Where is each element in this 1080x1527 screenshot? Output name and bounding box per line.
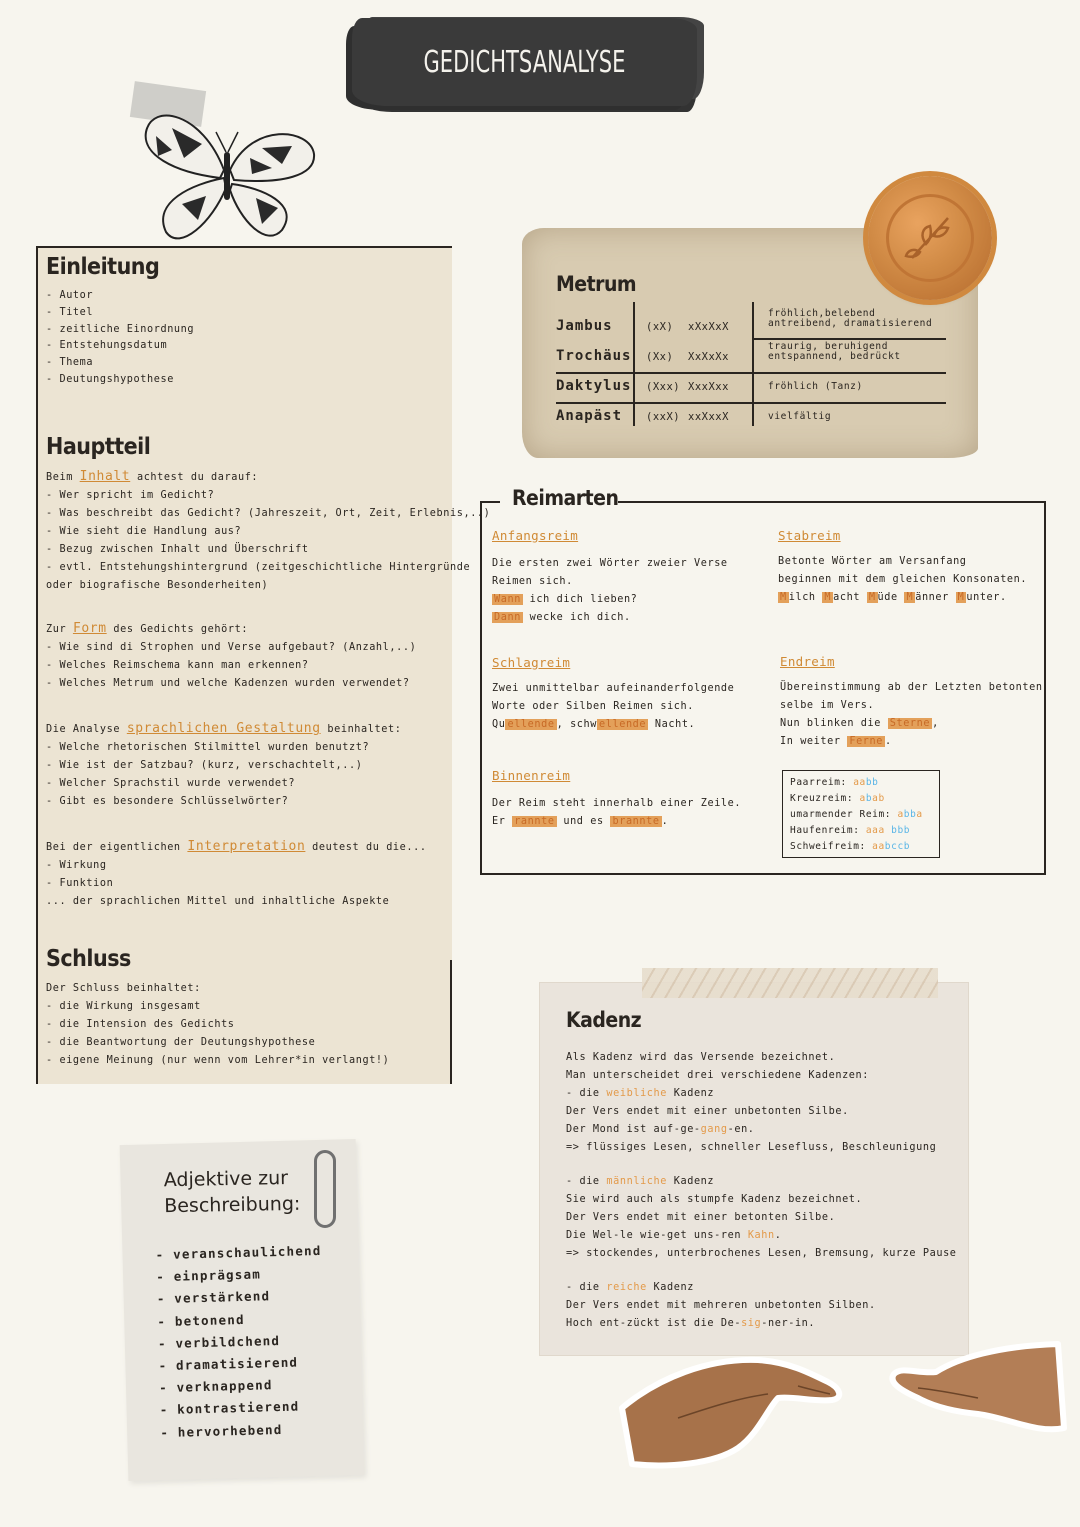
example-line <box>566 1121 957 1139</box>
paperclip-icon <box>314 1150 336 1228</box>
keyword-inhalt: Inhalt <box>79 469 131 484</box>
kadenz-content <box>566 1049 957 1333</box>
example-line <box>780 715 1043 733</box>
metrum-effect: vielfältig <box>768 411 832 422</box>
text: achtest du darauf: <box>130 472 259 483</box>
rhyme-b: b <box>865 793 873 804</box>
list-item: - verbildchend <box>157 1332 281 1351</box>
text-line: Der Reim steht innerhalb einer Zeile. <box>492 798 742 809</box>
list-item: - Was beschreibt das Gedicht? (Jahreszeit, Ort, Zeit, Erlebnis,..) <box>46 508 491 519</box>
rhyme-a: a <box>859 793 866 804</box>
list-item: ... der sprachlichen Mittel und inhaltliche Aspekte <box>46 896 390 907</box>
text: Hoch ent-zückt ist die De- <box>566 1318 742 1329</box>
list-item: - Entstehungsdatum <box>46 340 168 352</box>
text: , schw <box>556 719 598 730</box>
adjektive-list <box>155 1240 326 1444</box>
legend-item <box>790 775 923 791</box>
table-divider <box>556 372 946 374</box>
highlight: M <box>824 592 832 603</box>
rhyme-b: bbb <box>884 825 911 836</box>
highlight: M <box>957 592 965 603</box>
metrum-example: XxXxXx <box>688 351 729 363</box>
highlight: M <box>868 592 876 603</box>
metrum-effect: antreibend, dramatisierend <box>768 318 933 329</box>
text-line: selbe im Vers. <box>780 700 875 711</box>
text: Beim <box>46 472 80 483</box>
metrum-example: xXxXxX <box>688 321 729 333</box>
highlight: brannte <box>612 816 660 827</box>
list-item: oder biografische Besonderheiten) <box>46 580 269 591</box>
text: Kadenz <box>667 1176 715 1187</box>
highlight: rannte <box>514 816 555 827</box>
list-item: - die Intension des Gedichts <box>46 1019 235 1030</box>
table-divider <box>752 302 754 426</box>
text: , <box>932 718 939 729</box>
text-line: Als Kadenz wird das Versende bezeichnet. <box>566 1052 836 1063</box>
rhyme-a: aa <box>872 841 885 852</box>
list-item: - kontrastierend <box>159 1398 300 1418</box>
list-item: - Funktion <box>46 878 114 889</box>
binnenreim-title: Binnenreim <box>492 768 571 783</box>
text: Er <box>492 816 513 827</box>
list-item: - Wie sind di Strophen und Verse aufgebaut? (Anzahl,..) <box>46 642 417 653</box>
text: -ner-in. <box>761 1318 816 1329</box>
heading-line: Beschreibung: <box>164 1192 301 1218</box>
metrum-pattern: (xX) <box>646 321 674 333</box>
rhyme-a: aa <box>853 777 866 788</box>
example-line <box>492 716 734 734</box>
metrum-example: XxxXxx <box>688 381 729 393</box>
rhyme-b: bb <box>865 777 879 788</box>
kadenz-type <box>566 1279 957 1297</box>
keyword-interpretation: Interpretation <box>187 839 306 854</box>
metrum-pattern: (Xxx) <box>646 381 681 393</box>
metrum-name: Jambus <box>556 318 613 334</box>
text-line: => flüssiges Lesen, schneller Lesefluss, Beschleunigung <box>566 1142 937 1153</box>
keyword: Kahn <box>747 1230 775 1241</box>
list-item: - veranschaulichend <box>155 1242 322 1263</box>
list-item: - Wie sieht die Handlung aus? <box>46 526 242 537</box>
interp-intro <box>46 838 427 857</box>
text: - die <box>566 1282 607 1293</box>
text-line: Zwei unmittelbar aufeinanderfolgende <box>492 683 735 694</box>
table-divider <box>556 402 946 404</box>
list-item: - einprägsam <box>156 1266 262 1285</box>
heading-line: Adjektive zur <box>163 1167 289 1192</box>
text-line: beginnen mit dem gleichen Konsonaten. <box>778 574 1028 585</box>
schlagreim-title: Schlagreim <box>492 655 571 670</box>
einleitung-heading: Einleitung <box>46 254 160 280</box>
table-divider <box>633 302 635 426</box>
text: Kadenz <box>646 1282 694 1293</box>
schluss-intro: Der Schluss beinhaltet: <box>46 983 201 994</box>
list-item: - betonend <box>157 1311 245 1329</box>
text: Nacht. <box>648 719 696 730</box>
text: . <box>661 816 669 827</box>
kadenz-type <box>566 1173 957 1191</box>
list-item: - Wirkung <box>46 860 107 871</box>
text: wecke ich dich. <box>522 612 631 623</box>
title-banner <box>352 18 697 106</box>
list-item: - Gibt es besondere Schlüsselwörter? <box>46 796 289 807</box>
text: Kadenz <box>667 1088 715 1099</box>
list-item: - verstärkend <box>156 1288 271 1307</box>
hauptteil-heading: Hauptteil <box>46 434 151 460</box>
list-item: - evtl. Entstehungshintergrund (zeitgeschichtliche Hintergründe <box>46 562 471 573</box>
metrum-effect: traurig, beruhigend <box>768 341 889 352</box>
metrum-effect: fröhlich (Tanz) <box>768 381 863 392</box>
text: und es <box>556 816 611 827</box>
text: üde <box>877 592 905 603</box>
list-item: - Autor <box>46 290 94 301</box>
keyword: sig <box>741 1318 762 1329</box>
text: beinhaltet: <box>320 724 402 735</box>
list-item: - Wer spricht im Gedicht? <box>46 490 215 501</box>
text: Paarreim: <box>790 777 854 788</box>
metrum-name: Daktylus <box>556 378 632 394</box>
list-item: - Thema <box>46 357 94 369</box>
hauptteil-interpretation <box>46 838 427 911</box>
metrum-pattern: (Xx) <box>646 351 674 363</box>
binnenreim-block <box>492 768 741 831</box>
list-item: - Wie ist der Satzbau? (kurz, verschachtelt,..) <box>46 760 363 771</box>
analyse-intro <box>46 720 401 739</box>
highlight: ellende <box>599 719 647 730</box>
list-item: - Welches Metrum und welche Kadenzen wurden verwendet? <box>46 678 410 689</box>
schluss-list <box>46 980 389 1070</box>
rhyme-c: ccb <box>891 841 911 852</box>
list-item: - verknappend <box>158 1377 273 1396</box>
text: Qu <box>492 719 506 730</box>
list-item: - eigene Meinung (nur wenn vom Lehrer*in verlangt!) <box>46 1055 390 1066</box>
legend-item <box>790 839 923 855</box>
highlight: Ferne <box>849 736 884 747</box>
text: des Gedichts gehört: <box>106 624 249 635</box>
anfangsreim-block <box>492 528 728 627</box>
text-line: Reimen sich. <box>492 576 573 587</box>
text: In weiter <box>780 736 848 747</box>
text-line: Der Vers endet mit einer unbetonten Silbe. <box>566 1106 849 1117</box>
table-divider <box>752 338 946 340</box>
butterfly-icon <box>132 92 322 252</box>
flower-emblem-icon <box>900 208 960 268</box>
reimschema-list <box>790 775 923 855</box>
text: umarmender Reim: <box>790 809 898 820</box>
list-item: - Welche rhetorischen Stilmittel wurden benutzt? <box>46 742 370 753</box>
metrum-effect: fröhlich,belebend <box>768 308 876 319</box>
highlight: M <box>906 592 914 603</box>
panel-rule <box>450 960 452 1084</box>
keyword: reiche <box>606 1282 647 1293</box>
list-item: - Welcher Sprachstil wurde verwendet? <box>46 778 296 789</box>
text: Der Mond ist auf-ge- <box>566 1124 701 1135</box>
list-item: - Bezug zwischen Inhalt und Überschrift <box>46 544 309 555</box>
metrum-effect: entspannend, bedrückt <box>768 351 901 362</box>
rhyme-a: aaa <box>865 825 885 836</box>
tape-strip <box>642 968 938 998</box>
text-line: => stockendes, unterbrochenes Lesen, Bremsung, kurze Pause <box>566 1248 957 1259</box>
example-line <box>492 591 728 609</box>
text: Die Wel-le wie-get uns-ren <box>566 1230 748 1241</box>
list-item: - die Wirkung insgesamt <box>46 1001 201 1012</box>
stabreim-title: Stabreim <box>778 528 841 543</box>
example-line <box>492 813 741 831</box>
text: - die <box>566 1088 607 1099</box>
text: unter. <box>966 592 1007 603</box>
metrum-name: Anapäst <box>556 408 623 424</box>
text-line: Betonte Wörter am Versanfang <box>778 556 967 567</box>
highlight: M <box>780 592 787 603</box>
text: Zur <box>46 624 73 635</box>
highlight: Wann <box>494 594 521 605</box>
rhyme-c: ab <box>872 793 885 804</box>
example-line <box>780 733 1043 751</box>
highlight: Sterne <box>889 718 931 729</box>
kadenz-heading: Kadenz <box>566 1008 642 1032</box>
rhyme-b: b <box>884 841 892 852</box>
text: Haufenreim: <box>790 825 866 836</box>
rhyme-b: bb <box>903 809 917 820</box>
example-line <box>566 1315 957 1333</box>
text-line: Sie wird auch als stumpfe Kadenz bezeichnet. <box>566 1194 863 1205</box>
text: ich dich lieben? <box>522 594 638 605</box>
text-line: Worte oder Silben Reimen sich. <box>492 701 695 712</box>
list-item: - hervorhebend <box>160 1421 283 1440</box>
legend-item <box>790 823 923 839</box>
text: deutest du die... <box>305 842 427 853</box>
text: Nun blinken die <box>780 718 888 729</box>
text-line: Der Vers endet mit mehreren unbetonten Silben. <box>566 1300 876 1311</box>
rhyme-c: a <box>916 809 923 820</box>
hands-illustration-icon <box>618 1338 1068 1478</box>
adjektive-heading <box>164 1165 301 1219</box>
list-item: - Titel <box>46 306 94 318</box>
text-line: Übereinstimmung ab der Letzten betonten <box>780 682 1043 693</box>
stabreim-block <box>778 528 1027 607</box>
text: . <box>774 1230 782 1241</box>
example-line <box>566 1227 957 1245</box>
text: - die <box>566 1176 607 1187</box>
metrum-pattern: (xxX) <box>646 411 681 423</box>
text: acht <box>833 592 867 603</box>
page-title: GEDICHTSANALYSE <box>423 44 626 80</box>
einleitung-list <box>46 288 194 389</box>
text: ilch <box>788 592 823 603</box>
metrum-example: xxXxxX <box>688 411 729 423</box>
hauptteil-form <box>46 620 416 693</box>
inhalt-intro <box>46 468 490 487</box>
keyword: weibliche <box>606 1088 668 1099</box>
list-item: - zeitliche Einordnung <box>46 323 195 335</box>
keyword: männliche <box>606 1176 668 1187</box>
list-item: - Welches Reimschema kann man erkennen? <box>46 660 309 671</box>
anfangsreim-title: Anfangsreim <box>492 528 579 543</box>
list-item: - Deutungshypothese <box>46 373 174 385</box>
text: . <box>885 736 892 747</box>
reimarten-heading: Reimarten <box>512 486 619 510</box>
text: Schweifreim: <box>790 841 873 852</box>
hauptteil-analyse <box>46 720 401 811</box>
highlight: Dann <box>494 612 521 623</box>
endreim-block <box>780 654 1043 751</box>
endreim-title: Endreim <box>780 654 835 669</box>
text-line: Die ersten zwei Wörter zweier Verse <box>492 558 728 569</box>
rhyme-a: a <box>897 809 904 820</box>
text-line: Der Vers endet mit einer betonten Silbe. <box>566 1212 836 1223</box>
legend-item <box>790 791 923 807</box>
text: Die Analyse <box>46 724 127 735</box>
schlagreim-block <box>492 655 734 734</box>
keyword: gang <box>700 1124 728 1135</box>
schluss-heading: Schluss <box>46 946 131 972</box>
kadenz-type <box>566 1085 957 1103</box>
text: -en. <box>727 1124 755 1135</box>
hauptteil-inhalt <box>46 468 490 595</box>
keyword-form: Form <box>72 621 107 636</box>
text: änner <box>915 592 956 603</box>
list-item: - die Beantwortung der Deutungshypothese <box>46 1037 316 1048</box>
highlight: ellende <box>507 719 555 730</box>
example-line <box>778 589 1027 607</box>
text-line: Man unterscheidet drei verschiedene Kadenzen: <box>566 1070 870 1081</box>
legend-item <box>790 807 923 823</box>
metrum-name: Trochäus <box>556 348 632 364</box>
text: Bei der eigentlichen <box>46 842 188 853</box>
form-intro <box>46 620 416 639</box>
example-line <box>492 609 728 627</box>
list-item: - dramatisierend <box>158 1354 299 1374</box>
keyword-sprachliche-gestaltung: sprachlichen Gestaltung <box>126 721 321 736</box>
text: Kreuzreim: <box>790 793 860 804</box>
metrum-heading: Metrum <box>556 272 637 296</box>
